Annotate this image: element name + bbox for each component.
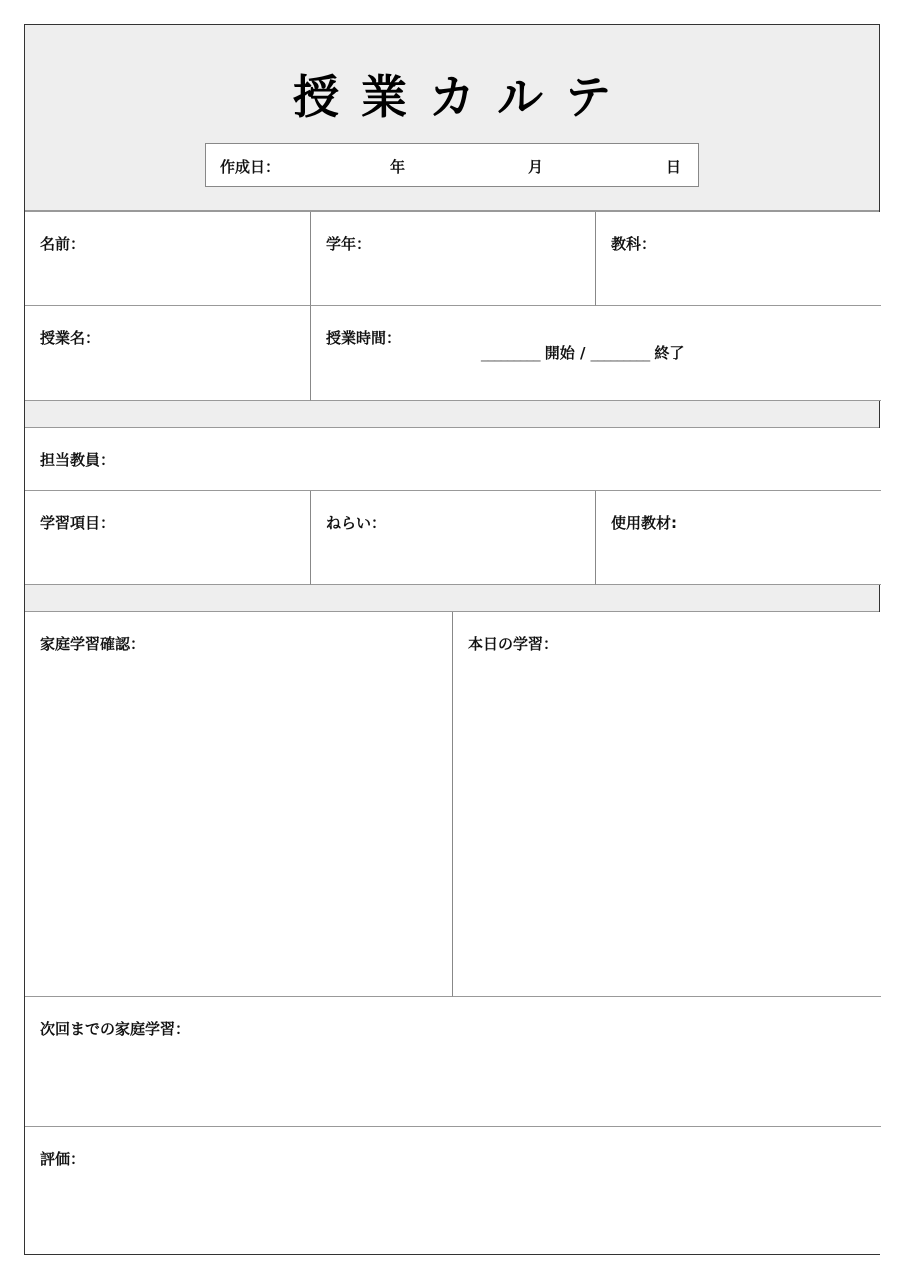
teacher-cell[interactable] [25, 428, 881, 491]
materials-label: 使用教材: [611, 514, 677, 532]
lesson-time-label: 授業時間： [326, 329, 402, 347]
lesson-time-range [481, 342, 684, 363]
start-label: 開始 / [544, 344, 586, 362]
today-study-label: 本日の学習： [468, 635, 559, 653]
evaluation-cell[interactable] [25, 1127, 881, 1254]
home-study-check-label: 家庭学習確認： [40, 635, 146, 653]
teacher-label: 担当教員： [40, 451, 116, 469]
today-study-cell[interactable] [453, 612, 881, 997]
lesson-name-cell[interactable] [25, 306, 311, 401]
end-label: 終了 [654, 344, 685, 362]
lesson-time-cell[interactable] [311, 306, 881, 401]
aim-label: ねらい： [326, 514, 387, 532]
lesson-chart-sheet [24, 24, 880, 1255]
end-time-blank[interactable]: _________ [590, 344, 650, 362]
year-label: 年 [390, 158, 406, 176]
grade-label: 学年： [326, 235, 372, 253]
creation-date-field[interactable] [205, 143, 699, 187]
creation-date-label: 作成日： [220, 158, 281, 176]
study-item-cell[interactable] [25, 491, 311, 585]
lesson-name-label: 授業名： [40, 329, 101, 347]
start-time-blank[interactable]: _________ [481, 344, 540, 362]
header [25, 25, 879, 212]
next-home-study-cell[interactable] [25, 997, 881, 1127]
name-label: 名前： [40, 235, 86, 253]
subject-label: 教科： [611, 235, 657, 253]
separator-band-2 [25, 585, 879, 612]
subject-cell[interactable] [596, 212, 881, 306]
separator-band-1 [25, 401, 879, 428]
page-title: 授業カルテ [293, 70, 633, 124]
materials-cell[interactable] [596, 491, 881, 585]
evaluation-label: 評価： [40, 1150, 86, 1168]
grade-cell[interactable] [311, 212, 596, 306]
name-cell[interactable] [25, 212, 311, 306]
aim-cell[interactable] [311, 491, 596, 585]
study-item-label: 学習項目： [40, 514, 116, 532]
day-label: 日 [666, 158, 682, 176]
month-label: 月 [528, 158, 544, 176]
next-home-study-label: 次回までの家庭学習： [40, 1020, 191, 1038]
home-study-check-cell[interactable] [25, 612, 453, 997]
